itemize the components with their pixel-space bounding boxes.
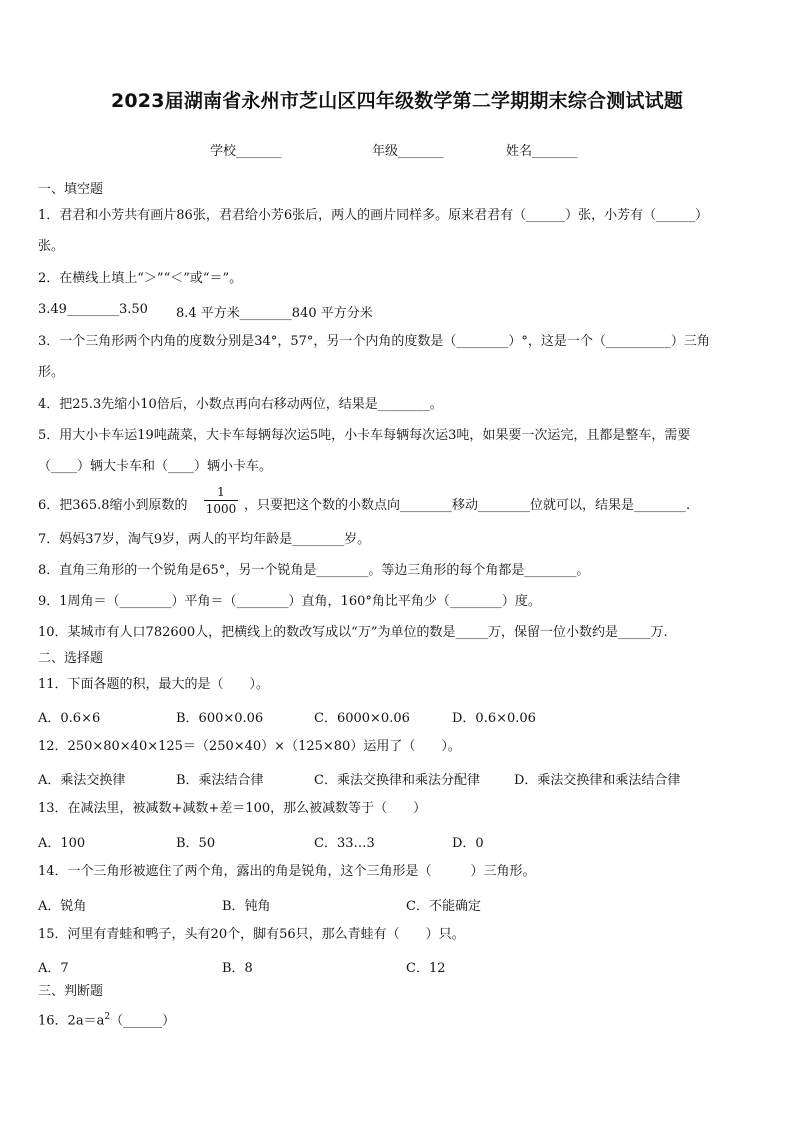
grade-field: 年级_______ <box>372 144 444 159</box>
question-12-option-b: B．乘法结合律 <box>176 773 264 788</box>
question-16-exponent: 2 <box>104 1012 111 1022</box>
question-13-option-d: D．0 <box>452 836 484 851</box>
question-15-option-a: A．7 <box>38 961 69 976</box>
question-2-item-a: 3.49________3.50 <box>38 302 148 317</box>
fraction-numerator: 1 <box>217 485 225 499</box>
question-13-option-a: A．100 <box>38 836 86 851</box>
fraction-bar <box>204 500 238 501</box>
section-choice: 二、选择题 <box>38 651 104 666</box>
question-16 <box>38 1008 758 1030</box>
question-15-option-b: B．8 <box>222 961 253 976</box>
section-judge: 三、判断题 <box>38 984 104 999</box>
name-field: 姓名_______ <box>506 144 578 159</box>
question-14: 14．一个三角形被遮住了两个角，露出的角是锐角，这个三角形是（ ）三角形。 <box>38 864 536 879</box>
question-9: 9．1周角＝（________）平角＝（________）直角，160°角比平角少（________）度。 <box>38 594 541 609</box>
question-6-prefix: 6．把365.8缩小到原数的 <box>38 498 188 513</box>
question-16-suffix: （______） <box>110 1013 176 1029</box>
question-14-option-b: B．钝角 <box>222 899 271 914</box>
question-1: 1．君君和小芳共有画片86张，君君给小芳6张后，两人的画片同样多。原来君君有（______）张，小芳有（______） <box>38 208 709 223</box>
question-11-option-d: D．0.6×0.06 <box>452 711 536 726</box>
question-12-option-c: C．乘法交换律和乘法分配律 <box>314 773 480 788</box>
question-6-suffix: ，只要把这个数的小数点向________移动________位就可以，结果是________. <box>244 498 691 513</box>
question-1-cont: 张。 <box>38 239 65 254</box>
question-11: 11．下面各题的积，最大的是（ ）。 <box>38 677 270 692</box>
page-title: 2023届湖南省永州市芝山区四年级数学第二学期期末综合测试试题 <box>110 90 684 112</box>
question-6-fraction <box>204 485 238 516</box>
question-5-cont: （____）辆大卡车和（____）辆小卡车。 <box>38 459 273 474</box>
question-13-option-c: C．33…3 <box>314 836 375 851</box>
question-13-option-b: B．50 <box>176 836 216 851</box>
question-12: 12．250×80×40×125＝（250×40）×（125×80）运用了（ ）。 <box>38 739 461 754</box>
question-7: 7．妈妈37岁，淘气9岁，两人的平均年龄是________岁。 <box>38 532 371 547</box>
question-11-option-a: A．0.6×6 <box>38 711 101 726</box>
question-12-option-a: A．乘法交换律 <box>38 773 126 788</box>
school-field: 学校_______ <box>210 144 282 159</box>
question-10: 10．某城市有人口782600人，把横线上的数改写成以“万”为单位的数是_____万，保留一位小数约是_____万. <box>38 625 668 640</box>
question-15-option-c: C．12 <box>406 961 446 976</box>
section-fill-blank: 一、填空题 <box>38 182 104 197</box>
question-5: 5．用大小卡车运19吨蔬菜，大卡车每辆每次运5吨，小卡车每辆每次运3吨，如果要一次运完，且都是整车，需要 <box>38 428 691 443</box>
question-11-option-b: B．600×0.06 <box>176 711 264 726</box>
question-15: 15．河里有青蛙和鸭子，头有20个，脚有56只，那么青蛙有（ ）只。 <box>38 927 465 942</box>
question-2: 2．在横线上填上“＞”“＜”或“＝”。 <box>38 271 243 286</box>
question-2-item-b: 8.4 平方米________840 平方分米 <box>176 306 373 321</box>
question-12-option-d: D．乘法交换律和乘法结合律 <box>514 773 681 788</box>
question-3-cont: 形。 <box>38 365 65 380</box>
question-14-option-c: C．不能确定 <box>406 899 481 914</box>
question-14-option-a: A．锐角 <box>38 899 87 914</box>
question-8: 8．直角三角形的一个锐角是65°，另一个锐角是________。等边三角形的每个角都是________。 <box>38 563 590 578</box>
question-13: 13．在减法里，被减数+减数+差＝100，那么被减数等于（ ） <box>38 801 427 816</box>
fraction-denominator: 1000 <box>205 502 237 516</box>
question-11-option-c: C．6000×0.06 <box>314 711 410 726</box>
question-16-prefix: 16．2a＝a <box>38 1013 105 1029</box>
question-4: 4．把25.3先缩小10倍后，小数点再向右移动两位，结果是________。 <box>38 397 443 412</box>
question-3: 3．一个三角形两个内角的度数分别是34°，57°，另一个内角的度数是（________）°，这是一个（__________）三角 <box>38 334 710 349</box>
